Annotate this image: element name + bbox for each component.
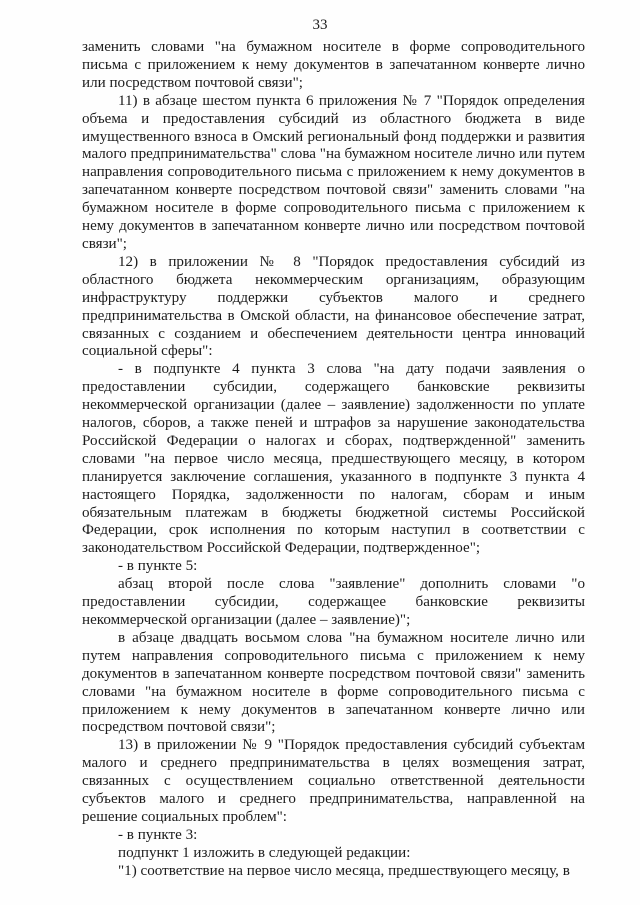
paragraph-item-12: 12) в приложении № 8 "Порядок предоставления субсидий из областного бюджета некоммерческим организациям, образующим инфраструктуру поддержки субъектов малого и среднего предпринимательства в Омской области, на финансовое обеспечение затрат, связанных с созданием и обеспечением деятельности центра инноваций социальной сферы": xyxy=(82,253,585,360)
paragraph-item-13: 13) в приложении № 9 "Порядок предоставления субсидий субъектам малого и среднего предпринимательства в целях возмещения затрат, связанных с осуществлением социально ответственной деятельности субъектов малого и среднего предпринимательства, направленной на решение социальных проблем": xyxy=(82,737,585,825)
paragraph-second-abzac: абзац второй после слова "заявление" дополнить словами "о предоставлении субсидии, содержащее банковские реквизиты некоммерческой организации (далее – заявление)"; xyxy=(82,576,585,628)
paragraph-subitem-point-3-b: - в пункте 3: xyxy=(118,826,198,843)
paragraph-twenty-eighth-abzac: в абзаце двадцать восьмом слова "на бумажном носителе лично или путем направления сопроводительного письма с приложением к нему документов в запечатанном конверте посредством почтовой связи" заменить словами "на бумажном носителе в форме сопроводительного письма с приложением к нему документов в запечатанном конверте лично или посредством почтовой связи"; xyxy=(82,629,585,736)
paragraph-item-11: 11) в абзаце шестом пункта 6 приложения № 7 "Порядок определения объема и предоставления субсидий из областного бюджета в виде имущественного взноса в Омский региональный фонд поддержки и развития малого предпринимательства" слова "на бумажном носителе лично или путем направления сопроводительного письма с приложением к нему документов в запечатанном конверте посредством почтовой связи" заменить словами "на бумажном носителе в форме сопроводительного письма с приложением к нему документов в запечатанном конверте лично или посредством почтовой связи"; xyxy=(82,92,585,252)
page-number: 33 xyxy=(312,17,328,33)
paragraph-continuation: заменить словами "на бумажном носителе в форме сопроводительного письма с приложением к нему документов в запечатанном конверте лично или посредством почтовой связи"; xyxy=(82,39,585,91)
document-body xyxy=(82,39,585,881)
paragraph-quoted-start: "1) соответствие на первое число месяца, предшествующего месяцу, в xyxy=(118,862,570,879)
paragraph-subitem-point-5: - в пункте 5: xyxy=(118,558,198,575)
paragraph-new-wording: подпункт 1 изложить в следующей редакции: xyxy=(118,844,411,861)
paragraph-subitem-point-3: - в подпункте 4 пункта 3 слова "на дату подачи заявления о предоставлении субсидии, содержащего банковские реквизиты некоммерческой организации (далее – заявление) задолженности по уплате налогов, сборов, а также пеней и штрафов за нарушение законодательства Российской Федерации о налогах и сборах, подтвержденной" заменить словами "на первое число месяца, предшествующего месяцу, в котором планируется заключение соглашения, указанного в подпункте 3 пункта 4 настоящего Порядка, задолженности по налогам, сборам и иным обязательным платежам в бюджеты бюджетной системы Российской Федерации, срок исполнения по которым наступил в соответствии с законодательством Российской Федерации, подтвержденное"; xyxy=(82,361,585,557)
